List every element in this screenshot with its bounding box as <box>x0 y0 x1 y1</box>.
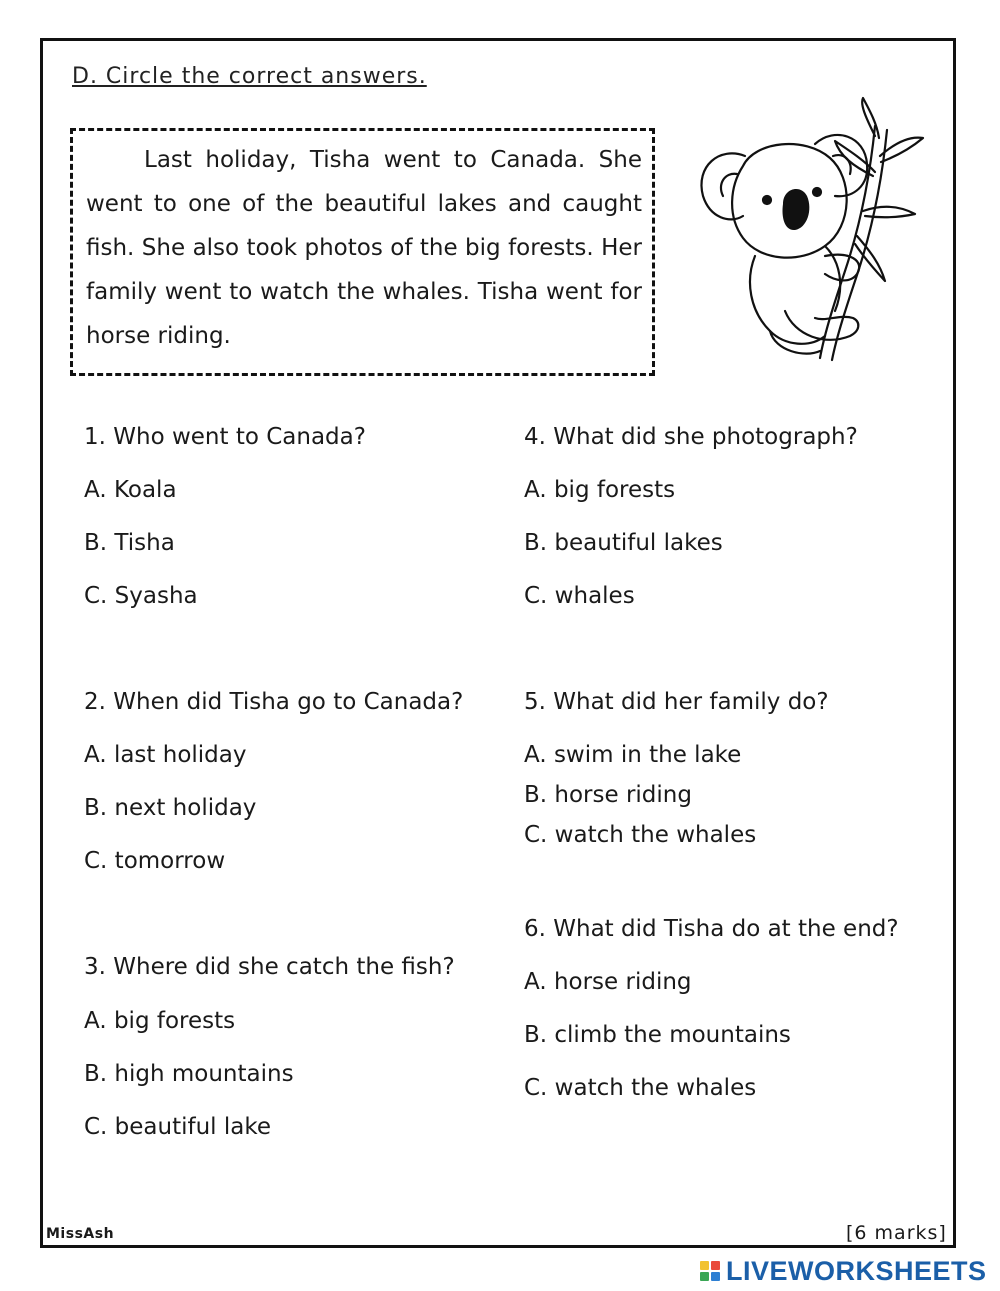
brand-icon-square <box>700 1261 709 1270</box>
question-2-option-b[interactable]: B. next holiday <box>84 795 257 821</box>
brand-icon-square <box>711 1272 720 1281</box>
question-3-option-b[interactable]: B. high mountains <box>84 1061 294 1087</box>
question-3-option-a[interactable]: A. big forests <box>84 1008 236 1034</box>
question-1-option-c[interactable]: C. Syasha <box>84 583 198 609</box>
author-signature: MissAsh <box>46 1226 115 1242</box>
question-1-option-a[interactable]: A. Koala <box>84 477 177 503</box>
question-5-option-b[interactable]: B. horse riding <box>524 782 692 808</box>
question-4-option-c[interactable]: C. whales <box>524 583 635 609</box>
instruction-heading: D. Circle the correct answers. <box>72 64 427 89</box>
question-6-option-b[interactable]: B. climb the mountains <box>524 1022 791 1048</box>
question-4-option-a[interactable]: A. big forests <box>524 477 676 503</box>
brand-name: LIVEWORKSHEETS <box>726 1255 987 1286</box>
brand-icon-square <box>711 1261 720 1270</box>
question-2-option-c[interactable]: C. tomorrow <box>84 848 226 874</box>
question-4-option-b[interactable]: B. beautiful lakes <box>524 530 723 556</box>
question-6: 6. What did Tisha do at the end? <box>524 916 899 942</box>
question-1: 1. Who went to Canada? <box>84 424 366 450</box>
question-6-option-a[interactable]: A. horse riding <box>524 969 692 995</box>
question-4: 4. What did she photograph? <box>524 424 858 450</box>
liveworksheets-logo[interactable] <box>700 1256 987 1286</box>
marks-label: [6 marks] <box>846 1222 947 1244</box>
koala-icon <box>675 96 935 366</box>
question-2: 2. When did Tisha go to Canada? <box>84 689 464 715</box>
brand-icon <box>700 1261 720 1281</box>
question-5-option-a[interactable]: A. swim in the lake <box>524 742 742 768</box>
question-5: 5. What did her family do? <box>524 689 829 715</box>
question-3-option-c[interactable]: C. beautiful lake <box>84 1114 272 1140</box>
question-5-option-c[interactable]: C. watch the whales <box>524 822 757 848</box>
reading-passage: Last holiday, Tisha went to Canada. She went to one of the beautiful lakes and caught fish. She also took photos of the big forests. Her family went to watch the whales. Tisha went for horse riding. <box>86 147 642 349</box>
brand-icon-square <box>700 1272 709 1281</box>
question-3: 3. Where did she catch the fish? <box>84 954 455 980</box>
question-2-option-a[interactable]: A. last holiday <box>84 742 247 768</box>
question-6-option-c[interactable]: C. watch the whales <box>524 1075 757 1101</box>
question-1-option-b[interactable]: B. Tisha <box>84 530 175 556</box>
